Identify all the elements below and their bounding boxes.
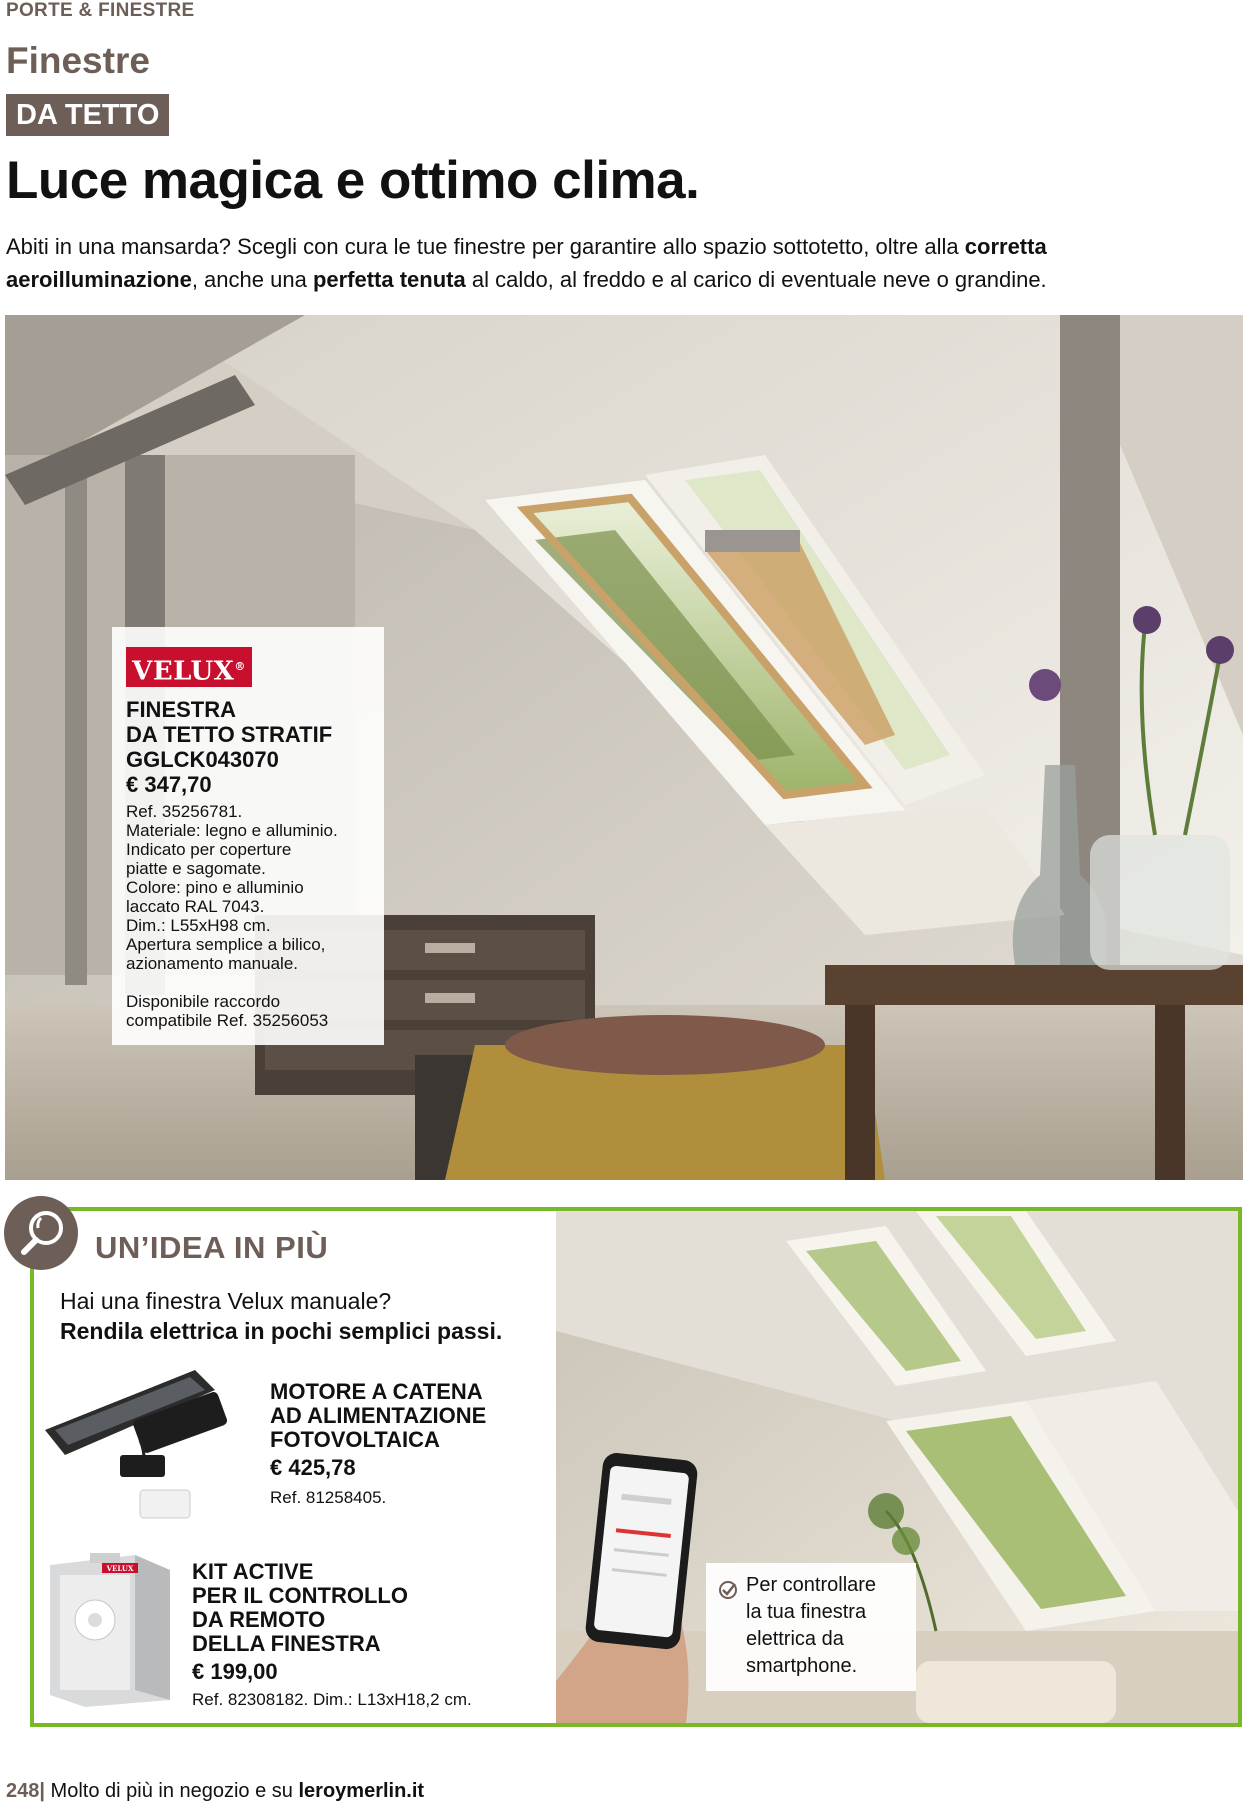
website-link[interactable]: leroymerlin.it xyxy=(298,1780,425,1802)
solar-chain-motor-image xyxy=(40,1365,265,1530)
velux-logo: VELUX® xyxy=(126,647,252,687)
product-details: Ref. 35256781. Materiale: legno e alluminio. Indicato per coperture piatte e sagomate. Colore: pino e alluminio laccato RAL 7043. Dim.: L55xH98 cm. Apertura semplice a bilico, azionamento manuale. xyxy=(126,802,338,973)
category-title: Finestre xyxy=(6,40,150,81)
motor-title: MOTORE A CATENA AD ALIMENTAZIONE FOTOVOLTAICA xyxy=(270,1379,487,1452)
checkmark-circle-icon xyxy=(718,1580,738,1600)
product-note: Disponibile raccordo compatibile Ref. 35256053 xyxy=(126,992,329,1030)
idea-subtitle: Hai una finestra Velux manuale? xyxy=(60,1288,392,1314)
idea-title: UN’IDEA IN PIÙ xyxy=(95,1230,329,1265)
motor-price: € 425,78 xyxy=(270,1455,356,1480)
kit-price: € 199,00 xyxy=(192,1659,278,1684)
intro-paragraph: Abiti in una mansarda? Scegli con cura le tue finestre per garantire allo spazio sottotetto, oltre alla corretta aeroilluminazione, anche una perfetta tenuta al caldo, al freddo e al carico di eventuale neve o grandine. xyxy=(6,234,1047,292)
page-footer: 248| Molto di più in negozio e su leroymerlin.it xyxy=(6,1780,425,1802)
kit-ref: Ref. 82308182. Dim.: L13xH18,2 cm. xyxy=(192,1690,472,1709)
tip-text: Per controllare la tua finestra elettrica da smartphone. xyxy=(746,1574,877,1677)
category-badge: DA TETTO xyxy=(6,94,169,136)
lightbulb-icon xyxy=(4,1196,78,1270)
idea-subtitle-bold: Rendila elettrica in pochi semplici passi. xyxy=(60,1318,503,1344)
product-title: FINESTRA DA TETTO STRATIF GGLCK043070 xyxy=(126,697,333,772)
product-price: € 347,70 xyxy=(126,772,212,797)
smartphone-tip-card xyxy=(706,1563,916,1691)
section-label: PORTE & FINESTRE xyxy=(6,0,195,21)
svg-text:VELUX: VELUX xyxy=(106,1564,134,1573)
kit-active-box-image xyxy=(40,1545,180,1710)
product-card-velux-window xyxy=(112,627,384,1045)
kit-title: KIT ACTIVE PER IL CONTROLLO DA REMOTO DELLA FINESTRA xyxy=(192,1559,408,1656)
motor-ref: Ref. 81258405. xyxy=(270,1488,387,1507)
page-headline: Luce magica e ottimo clima. xyxy=(6,151,700,210)
page-number: 248 xyxy=(6,1780,40,1802)
